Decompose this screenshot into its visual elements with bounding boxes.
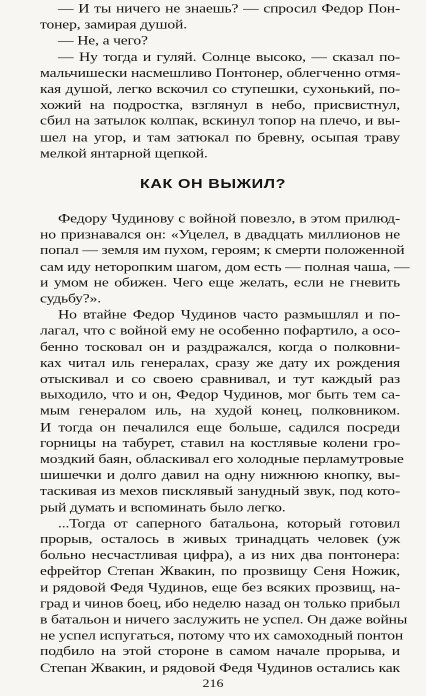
text-line: град и чинов боец, ибо неделю назад он только прибыл [40,597,400,611]
text-line: не успел испугаться, потому что их самоходный понтон [40,629,404,643]
text-line: попал — земля им пухом, героям; к смерти положенной [40,244,405,258]
text-line: лагал, что с войной ему не особенно пофартило, а осо- [40,324,400,338]
text-line: но признавался он: «Уцелел, в двадцать миллионов не [40,228,400,242]
text-line: Степан Жвакин, и рядовой Федя Чудинов остались как [40,661,400,675]
text-line: мелкой янтарной щепкой. [40,146,208,161]
text-line: бенно тосковал он и раздражался, когда о полковни- [40,340,400,354]
text-line: больно несчастливая цифра), а из них два понтонера: [40,548,400,563]
text-line: ках читал иль генералах, сразу же дату их рождения [40,356,400,370]
text-line: выходило, что и он, Федор Чудинов, мог быть тем са- [40,388,400,403]
text-line: шишечки и долго давил на одну нижнюю кнопку, вы- [40,468,400,483]
text-line: мальчишески насмешливо Понтонер, облегченно отмя- [40,66,401,81]
text-line: моздкий баян, обласкивал его холодные перламутровые [40,452,404,467]
text-line: Федору Чудинову с войной повезло, в этом прилюд- [58,212,400,226]
text-line: ...Тогда от саперного батальона, который готовил [58,516,400,531]
text-line: мым генералом иль, на худой конец, полковником. [40,404,400,419]
text-line: тонер, замирая душой. [40,18,187,32]
text-line: прорыв, осталось в живых тринадцать человек (уж [40,532,400,547]
text-line: — И ты ничего не знаешь? — спросил Федор Пон- [58,2,400,16]
text-line: ефрейтор Степан Жвакин, по прозвищу Сеня Ножик, [40,564,400,579]
text-line: Но втайне Федор Чудинов часто размышлял и по- [58,308,400,322]
text-line: — Не, а чего? [58,34,148,48]
text-line: и рядовой Федя Чудинов, еще без всяких прозвищ, на- [40,581,400,595]
text-line: рый думать и вспоминать было легко. [40,500,286,515]
text-line: — Ну тогда и гуляй. Солнце высоко, — сказал по- [58,50,400,65]
page-number: 216 [202,678,224,690]
text-line: И тогда он печалился еще больше, садился посреди [40,420,400,435]
text-line: судьбу?». [40,292,101,306]
text-line: хожий на подростка, взглянул в небо, присвистнул, [40,98,400,113]
text-line: горницы на табурет, ставил на костлявые колени гро- [40,436,400,451]
chapter-heading: КАК ОН ВЫЖИЛ? [140,177,286,192]
text-line: шел на угор, и там затюкал по бревну, осыпая траву [40,130,400,145]
text-line: отыскивал и со своею сравнивал, и тут каждый раз [40,372,400,386]
text-line: и умом не обижен. Чего еще желать, если не гневить [40,276,400,290]
text-line: сам иду неторопким шагом, дом есть — полная чаша, — [40,260,410,274]
text-line: подбило на этой стороне в самом начале прорыва, и [40,645,400,659]
text-line: таскивая из мехов писклявый занудный звук, под кото- [40,484,400,499]
text-line: кая душой, легко вскочил со ступешки, сухонький, по- [40,82,400,97]
text-line: сбил на затылок колпак, вскинул топор на плечо, и вы- [40,114,400,129]
text-line: в батальон и ничего заслужить не успел. Он даже войны [40,613,408,627]
